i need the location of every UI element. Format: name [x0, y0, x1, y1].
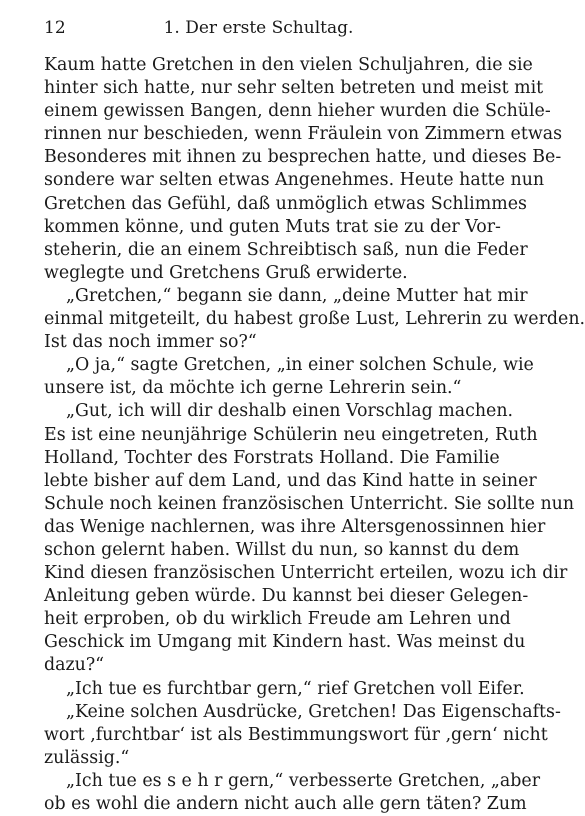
page-number: 12 [44, 18, 66, 38]
text-line: Ist das noch immer so?“ [44, 332, 257, 353]
text-line: Holland, Tochter des Forstrats Holland. Die Familie [44, 447, 500, 468]
text-line: heit erproben, ob du wirklich Freude am Lehren und [44, 609, 511, 630]
text-line: kommen könne, und guten Muts trat sie zu der Vor- [44, 216, 501, 237]
text-line: „Gretchen,“ begann sie dann, „deine Mutter hat mir [66, 285, 528, 306]
text-line: Schule noch keinen französischen Unterricht. Sie sollte nun [44, 493, 575, 514]
text-line: „Ich tue es s e h r gern,“ verbesserte Gretchen, „aber [66, 770, 541, 791]
body-text [44, 54, 585, 816]
text-line: zulässig.“ [44, 747, 130, 768]
text-line: rinnen nur beschieden, wenn Fräulein von Zimmern etwas [44, 124, 562, 145]
text-line: einmal mitgeteilt, du habest große Lust, Lehrerin zu werden. [44, 309, 585, 330]
text-line: das Wenige nachlernen, was ihre Altersgenossinnen hier [44, 516, 546, 537]
text-line: unsere ist, da möchte ich gerne Lehrerin sein.“ [44, 378, 462, 399]
text-line: Geschick im Umgang mit Kindern hast. Was meinst du [44, 632, 526, 653]
text-line: weglegte und Gretchens Gruß erwiderte. [44, 262, 408, 283]
text-line: dazu?“ [44, 655, 105, 676]
text-line: ob es wohl die andern nicht auch alle gern täten? Zum [44, 794, 527, 814]
text-line: „Ich tue es furchtbar gern,“ rief Gretchen voll Eifer. [66, 678, 525, 699]
page-header [44, 18, 473, 40]
text-line: Besonderes mit ihnen zu besprechen hatte, und dieses Be- [44, 147, 562, 168]
text-line: „O ja,“ sagte Gretchen, „in einer solchen Schule, wie [66, 355, 534, 376]
text-line: „Keine solchen Ausdrücke, Gretchen! Das Eigenschafts- [66, 701, 561, 722]
running-title: 1. Der erste Schultag. [163, 18, 354, 38]
text-line: steherin, die an einem Schreibtisch saß, nun die Feder [44, 239, 528, 260]
text-line: wort ‚furchtbar‘ ist als Bestimmungswort für ‚gern‘ nicht [44, 724, 548, 745]
text-line: „Gut, ich will dir deshalb einen Vorschlag machen. [66, 401, 514, 422]
text-line: Kind diesen französischen Unterricht erteilen, wozu ich dir [44, 563, 568, 584]
text-line: Kaum hatte Gretchen in den vielen Schuljahren, die sie [44, 55, 533, 75]
text-line: Es ist eine neunjährige Schülerin neu eingetreten, Ruth [44, 424, 538, 445]
text-line: lebte bisher auf dem Land, und das Kind hatte in seiner [44, 470, 537, 491]
text-line: schon gelernt haben. Willst du nun, so kannst du dem [44, 539, 520, 560]
text-line: sondere war selten etwas Angenehmes. Heute hatte nun [44, 170, 545, 191]
text-line: hinter sich hatte, nur sehr selten betreten und meist mit [44, 78, 544, 99]
text-line: Anleitung geben würde. Du kannst bei dieser Gelegen- [44, 586, 529, 607]
text-line: Gretchen das Gefühl, daß unmöglich etwas Schlimmes [44, 193, 527, 214]
text-line: einem gewissen Bangen, denn hieher wurden die Schüle- [44, 101, 551, 122]
